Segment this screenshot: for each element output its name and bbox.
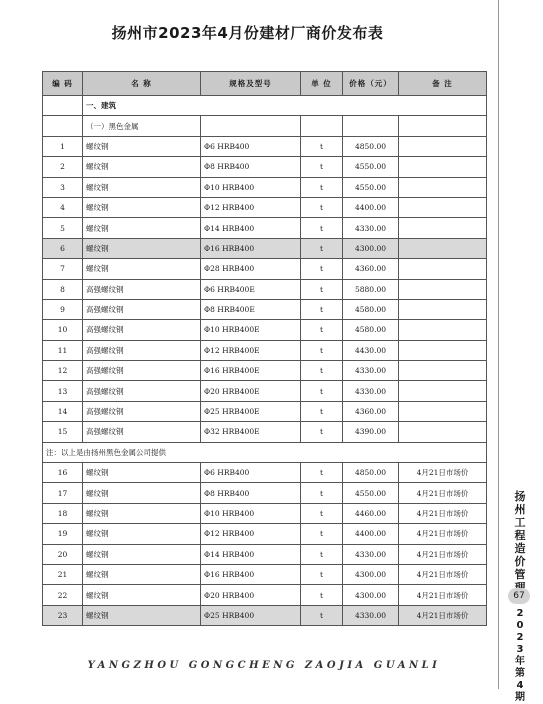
item-remark: 4月21日市场价 <box>399 463 487 483</box>
table-row <box>43 463 487 483</box>
footer-text: YANGZHOU GONGCHENG ZAOJIA GUANLI <box>87 660 441 671</box>
page-number: 67 <box>508 588 530 604</box>
table-row <box>43 361 487 381</box>
table-row <box>43 524 487 544</box>
item-name: 螺纹钢 <box>83 238 201 258</box>
item-spec: Φ25 HRB400E <box>201 401 301 421</box>
item-price: 4400.00 <box>343 197 399 217</box>
item-code: 18 <box>43 503 83 523</box>
item-code: 9 <box>43 299 83 319</box>
item-price: 4430.00 <box>343 340 399 360</box>
item-code: 14 <box>43 401 83 421</box>
item-unit: t <box>301 177 343 197</box>
item-unit: t <box>301 483 343 503</box>
item-code: 10 <box>43 320 83 340</box>
item-remark <box>399 361 487 381</box>
item-unit: t <box>301 503 343 523</box>
item-name: 高强螺纹钢 <box>83 340 201 360</box>
item-remark <box>399 259 487 279</box>
item-unit: t <box>301 544 343 564</box>
item-name: 螺纹钢 <box>83 483 201 503</box>
item-code: 12 <box>43 361 83 381</box>
table-row <box>43 483 487 503</box>
item-price: 4850.00 <box>343 136 399 156</box>
item-unit: t <box>301 299 343 319</box>
table-row <box>43 320 487 340</box>
item-unit: t <box>301 524 343 544</box>
item-code: 15 <box>43 422 83 442</box>
item-spec: Φ10 HRB400 <box>201 177 301 197</box>
item-spec: Φ16 HRB400E <box>201 361 301 381</box>
item-name: 高强螺纹钢 <box>83 422 201 442</box>
item-price: 4390.00 <box>343 422 399 442</box>
item-remark <box>399 422 487 442</box>
item-spec: Φ25 HRB400 <box>201 605 301 625</box>
item-spec: Φ12 HRB400 <box>201 524 301 544</box>
item-price: 4300.00 <box>343 238 399 258</box>
item-spec: Φ32 HRB400E <box>201 422 301 442</box>
note-text: 注：以上是由扬州黑色金属公司提供 <box>43 442 487 462</box>
item-code: 3 <box>43 177 83 197</box>
item-name: 螺纹钢 <box>83 136 201 156</box>
table-row <box>43 340 487 360</box>
item-price: 4850.00 <box>343 463 399 483</box>
section-row <box>43 96 487 116</box>
item-price: 4360.00 <box>343 259 399 279</box>
table-row <box>43 218 487 238</box>
table-row <box>43 259 487 279</box>
table-row <box>43 544 487 564</box>
item-unit: t <box>301 361 343 381</box>
item-spec: Φ10 HRB400 <box>201 503 301 523</box>
item-unit: t <box>301 422 343 442</box>
item-code: 2 <box>43 157 83 177</box>
item-remark <box>399 279 487 299</box>
item-remark: 4月21日市场价 <box>399 564 487 584</box>
item-code: 17 <box>43 483 83 503</box>
item-price: 4330.00 <box>343 381 399 401</box>
item-remark <box>399 197 487 217</box>
item-code: 23 <box>43 605 83 625</box>
item-price: 4580.00 <box>343 320 399 340</box>
item-unit: t <box>301 197 343 217</box>
item-code: 8 <box>43 279 83 299</box>
item-spec: Φ12 HRB400E <box>201 340 301 360</box>
item-spec: Φ16 HRB400 <box>201 564 301 584</box>
table-row <box>43 238 487 258</box>
table-row <box>43 279 487 299</box>
section-label: 一、建筑 <box>83 96 487 116</box>
col-header-name: 名 称 <box>83 72 201 96</box>
item-name: 螺纹钢 <box>83 259 201 279</box>
item-remark <box>399 157 487 177</box>
table-row <box>43 401 487 421</box>
item-remark <box>399 340 487 360</box>
item-code: 19 <box>43 524 83 544</box>
item-spec: Φ14 HRB400 <box>201 218 301 238</box>
item-spec: Φ14 HRB400 <box>201 544 301 564</box>
table-row <box>43 564 487 584</box>
subsection-label: （一）黑色金属 <box>83 116 201 136</box>
item-spec: Φ20 HRB400E <box>201 381 301 401</box>
item-remark: 4月21日市场价 <box>399 483 487 503</box>
table-row <box>43 422 487 442</box>
item-name: 螺纹钢 <box>83 544 201 564</box>
item-spec: Φ8 HRB400 <box>201 483 301 503</box>
item-unit: t <box>301 463 343 483</box>
table-row <box>43 136 487 156</box>
col-header-code: 编 码 <box>43 72 83 96</box>
table-header-row <box>43 72 487 96</box>
item-name: 螺纹钢 <box>83 177 201 197</box>
item-price: 4330.00 <box>343 605 399 625</box>
table-row <box>43 197 487 217</box>
item-spec: Φ8 HRB400E <box>201 299 301 319</box>
item-price: 4460.00 <box>343 503 399 523</box>
item-name: 高强螺纹钢 <box>83 320 201 340</box>
item-price: 4550.00 <box>343 157 399 177</box>
item-name: 高强螺纹钢 <box>83 279 201 299</box>
side-divider <box>498 0 499 689</box>
table-row <box>43 585 487 605</box>
item-unit: t <box>301 157 343 177</box>
item-remark: 4月21日市场价 <box>399 585 487 605</box>
item-remark: 4月21日市场价 <box>399 605 487 625</box>
item-remark <box>399 136 487 156</box>
item-code: 1 <box>43 136 83 156</box>
subsection-row <box>43 116 487 136</box>
table-row <box>43 299 487 319</box>
item-remark: 4月21日市场价 <box>399 503 487 523</box>
item-name: 螺纹钢 <box>83 564 201 584</box>
item-unit: t <box>301 340 343 360</box>
item-code: 7 <box>43 259 83 279</box>
item-price: 4330.00 <box>343 544 399 564</box>
item-code: 6 <box>43 238 83 258</box>
item-price: 4300.00 <box>343 585 399 605</box>
item-remark <box>399 299 487 319</box>
item-price: 4580.00 <box>343 299 399 319</box>
item-name: 螺纹钢 <box>83 197 201 217</box>
journal-name-text: 扬州工程造价管 <box>514 490 526 581</box>
table-row <box>43 381 487 401</box>
item-code: 16 <box>43 463 83 483</box>
table-row <box>43 177 487 197</box>
table-row <box>43 157 487 177</box>
item-code: 11 <box>43 340 83 360</box>
item-remark <box>399 177 487 197</box>
item-name: 螺纹钢 <box>83 524 201 544</box>
item-code: 20 <box>43 544 83 564</box>
item-unit: t <box>301 381 343 401</box>
item-price: 4400.00 <box>343 524 399 544</box>
table-row <box>43 503 487 523</box>
item-price: 4550.00 <box>343 483 399 503</box>
col-header-spec: 规格及型号 <box>201 72 301 96</box>
issue-label <box>507 608 533 704</box>
item-name: 高强螺纹钢 <box>83 299 201 319</box>
item-code: 13 <box>43 381 83 401</box>
item-price: 4300.00 <box>343 564 399 584</box>
item-name: 螺纹钢 <box>83 605 201 625</box>
item-remark: 4月21日市场价 <box>399 544 487 564</box>
item-remark <box>399 218 487 238</box>
item-name: 螺纹钢 <box>83 157 201 177</box>
side-band <box>495 0 543 703</box>
item-price: 4360.00 <box>343 401 399 421</box>
item-remark <box>399 401 487 421</box>
item-unit: t <box>301 401 343 421</box>
issue-text: 2023年第4期 <box>515 608 525 703</box>
item-spec: Φ28 HRB400 <box>201 259 301 279</box>
item-name: 螺纹钢 <box>83 503 201 523</box>
item-spec: Φ6 HRB400 <box>201 463 301 483</box>
note-row <box>43 442 487 462</box>
item-name: 螺纹钢 <box>83 218 201 238</box>
item-name: 高强螺纹钢 <box>83 401 201 421</box>
page-title: 扬州市2023年4月份建材厂商价发布表 <box>111 24 384 42</box>
item-price: 4550.00 <box>343 177 399 197</box>
item-unit: t <box>301 564 343 584</box>
item-spec: Φ12 HRB400 <box>201 197 301 217</box>
item-name: 螺纹钢 <box>83 585 201 605</box>
item-code: 21 <box>43 564 83 584</box>
item-remark <box>399 238 487 258</box>
item-price: 4330.00 <box>343 218 399 238</box>
item-price: 5880.00 <box>343 279 399 299</box>
item-unit: t <box>301 259 343 279</box>
item-remark: 4月21日市场价 <box>399 524 487 544</box>
item-spec: Φ20 HRB400 <box>201 585 301 605</box>
item-spec: Φ6 HRB400E <box>201 279 301 299</box>
item-unit: t <box>301 605 343 625</box>
item-unit: t <box>301 279 343 299</box>
col-header-price: 价格（元） <box>343 72 399 96</box>
item-code: 5 <box>43 218 83 238</box>
price-table <box>42 71 487 626</box>
item-unit: t <box>301 238 343 258</box>
item-remark <box>399 320 487 340</box>
item-code: 22 <box>43 585 83 605</box>
item-unit: t <box>301 136 343 156</box>
item-price: 4330.00 <box>343 361 399 381</box>
col-header-unit: 单 位 <box>301 72 343 96</box>
item-spec: Φ16 HRB400 <box>201 238 301 258</box>
item-code: 4 <box>43 197 83 217</box>
item-name: 高强螺纹钢 <box>83 381 201 401</box>
item-unit: t <box>301 585 343 605</box>
item-spec: Φ10 HRB400E <box>201 320 301 340</box>
item-unit: t <box>301 218 343 238</box>
item-unit: t <box>301 320 343 340</box>
item-remark <box>399 381 487 401</box>
item-name: 高强螺纹钢 <box>83 361 201 381</box>
table-row <box>43 605 487 625</box>
col-header-remark: 备 注 <box>399 72 487 96</box>
item-spec: Φ8 HRB400 <box>201 157 301 177</box>
item-name: 螺纹钢 <box>83 463 201 483</box>
item-spec: Φ6 HRB400 <box>201 136 301 156</box>
journal-name <box>507 490 533 594</box>
